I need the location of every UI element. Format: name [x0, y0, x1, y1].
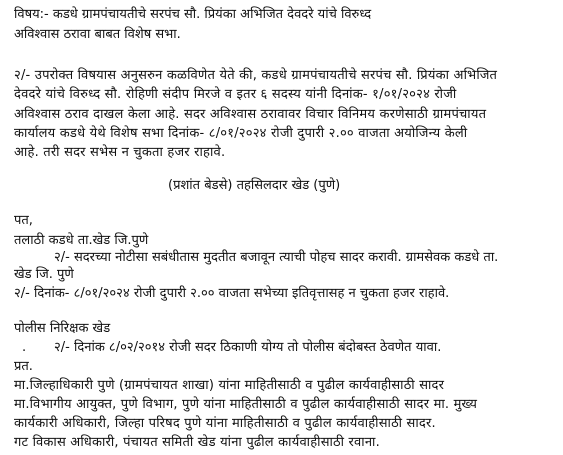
copy-label: प्रत.	[14, 359, 33, 374]
subject-line-1: विषय:- कडधे ग्रामपंचायतीचे सरपंच सौ. प्रियंका अभिजित देवदरे यांचे विरुध्द	[14, 7, 372, 22]
copy-line-2: मा.विभागीय आयुक्त, पुणे विभाग, पुणे यांना माहितीसाठी व पुढील कार्यवाहीसाठी सादर मा. मुख्य	[14, 397, 478, 412]
para2-line-2: देवदरे यांचे विरुध्द सौ. रोहिणी संदीप मिरजे व इतर ६ सदस्य यांनी दिनांक- १/०१/२०२४ रोजी	[14, 87, 457, 102]
police-recipient: पोलीस निरिक्षक खेड	[14, 321, 111, 336]
copy-line-4: गट विकास अधिकारी, पंचायत समिती खेड यांना पुढील कार्यवाहीसाठी रवाना.	[14, 435, 380, 450]
para2-line-3: अविश्वास ठराव दाखल केला आहे. सदर अविश्वास ठरावावर विचार विनिमय करणेसाठी ग्रामपंचायत	[14, 107, 487, 122]
talathi-instruction-1: २/- सदरच्या नोटीसा सबंधीतास मुदतीत बजावून त्याची पोहच सादर करावी. ग्रामसेवक कडधे ता.	[54, 250, 499, 265]
para2-line-1: २/- उपरोक्त विषयास अनुसरुन कळविणेत येते की, कडधे ग्रामपंचायतीचे सरपंच सौ. प्रियंका अभिजित	[14, 68, 498, 83]
para2-line-4: कार्यालय कडधे येथे विशेष सभा दिनांक- ८/०१/२०२४ रोजी दुपारी २.०० वाजता अयोजिन्य केली	[14, 126, 468, 141]
copy-line-3: कार्यकारी अधिकारी, जिल्हा परिषद पुणे यांना माहितीसाठी व पुढील कार्यवाहीसाठी सादर.	[14, 416, 436, 431]
copy-line-1: मा.जिल्हाधिकारी पुणे (ग्रामपंचायत शाखा) यांना माहितीसाठी व पुढील कार्यवाहीसाठी सादर	[14, 378, 445, 393]
gramsevak-instruction: २/- दिनांक- ८/०१/२०२४ रोजी दुपारी २.०० वाजता सभेच्या इतिवृत्तासह न चुकता हजर राहावे.	[14, 286, 450, 301]
para2-line-5: आहे. तरी सदर सभेस न चुकता हजर राहावे.	[14, 145, 226, 160]
pat-label: पत,	[14, 213, 33, 228]
signature: (प्रशांत बेडसे) तहसिलदार खेड (पुणे)	[168, 178, 341, 193]
talathi-recipient: तलाठी कडधे ता.खेड जि.पुणे	[14, 233, 149, 248]
subject-line-2: अविश्वास ठरावा बाबत विशेष सभा.	[14, 27, 181, 42]
talathi-instruction-2: खेड जि. पुणे	[14, 267, 74, 282]
police-dot: .	[22, 340, 27, 355]
police-instruction: २/- दिनांक ८/०२/२०१४ रोजी सदर ठिकाणी योग्य तो पोलीस बंदोबस्त ठेवणेत यावा.	[54, 340, 442, 355]
